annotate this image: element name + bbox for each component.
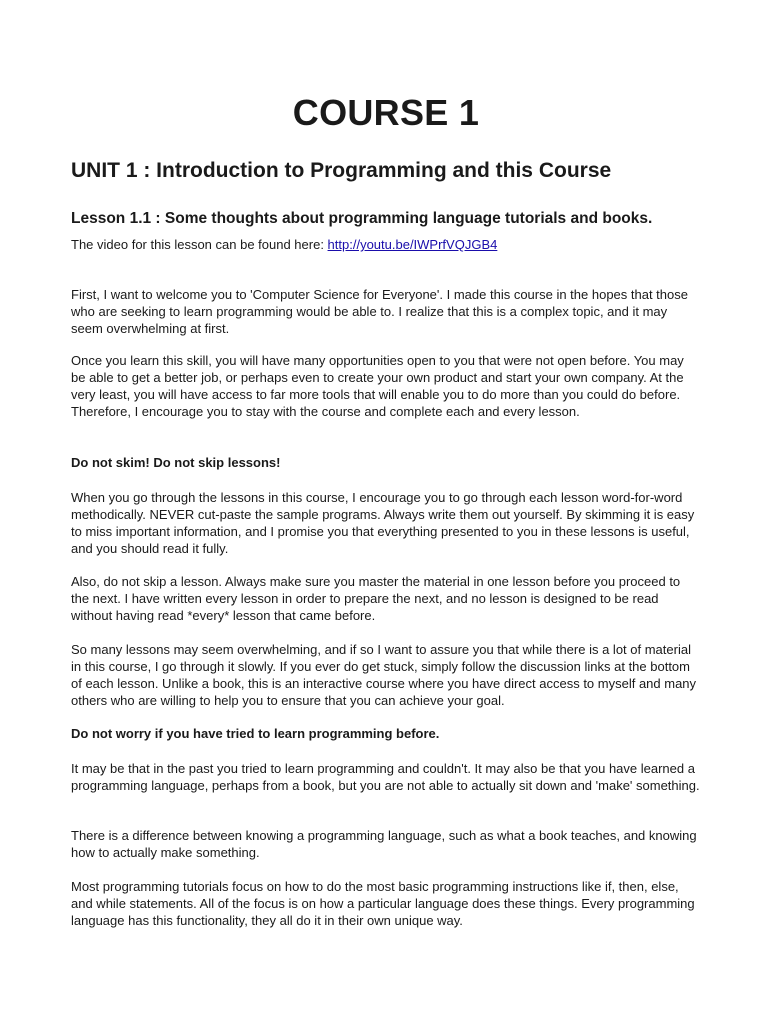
lesson-title: Lesson 1.1 : Some thoughts about programming language tutorials and books.	[71, 210, 653, 227]
section-heading: Do not skim! Do not skip lessons!	[71, 455, 281, 470]
paragraph: First, I want to welcome you to 'Computer Science for Everyone'. I made this course in the hopes that those who are seeking to learn programming would be able to. I realize that this is a complex topic, and it may seem overwhelming at first.	[71, 287, 688, 336]
paragraph: Once you learn this skill, you will have many opportunities open to you that were not open before. You may be able to get a better job, or perhaps even to create your own product and start your own company. At the very least, you will have access to far more tools that will enable you to do more than you could do before. Therefore, I encourage you to stay with the course and complete each and every lesson.	[71, 353, 684, 419]
video-line	[71, 236, 497, 253]
paragraph: It may be that in the past you tried to learn programming and couldn't. It may also be that you have learned a programming language, perhaps from a book, but you are not able to actually sit down and 'make' something.	[71, 761, 700, 793]
paragraph: When you go through the lessons in this course, I encourage you to go through each lesson word-for-word methodically. NEVER cut-paste the sample programs. Always write them out yourself. By skimming it is easy to miss important information, and I promise you that everything presented to you in these lessons is useful, and you should read it fully.	[71, 490, 695, 556]
video-line-text: The video for this lesson can be found here:	[71, 237, 328, 252]
paragraph: Also, do not skip a lesson. Always make sure you master the material in one lesson before you proceed to the next. I have written every lesson in order to prepare the next, and no lesson is designed to be read without having read *every* lesson that came before.	[71, 574, 681, 623]
section-heading: Do not worry if you have tried to learn programming before.	[71, 726, 440, 741]
paragraph: Most programming tutorials focus on how to do the most basic programming instructions like if, then, else, and while statements. All of the focus is on how a particular language does these things. Every programming language has this functionality, they all do it in their own unique way.	[71, 879, 695, 928]
unit-title: UNIT 1 : Introduction to Programming and this Course	[71, 159, 612, 182]
video-link[interactable]: http://youtu.be/IWPrfVQJGB4	[327, 237, 498, 252]
paragraph: So many lessons may seem overwhelming, and if so I want to assure you that while there is a lot of material in this course, I go through it slowly. If you ever do get stuck, simply follow the discussion links at the bottom of each lesson. Unlike a book, this is an interactive course where you have direct access to myself and many others who are willing to help you to ensure that you can achieve your goal.	[71, 642, 697, 708]
course-title: COURSE 1	[292, 92, 480, 133]
paragraph: There is a difference between knowing a programming language, such as what a book teaches, and knowing how to actually make something.	[71, 828, 697, 860]
